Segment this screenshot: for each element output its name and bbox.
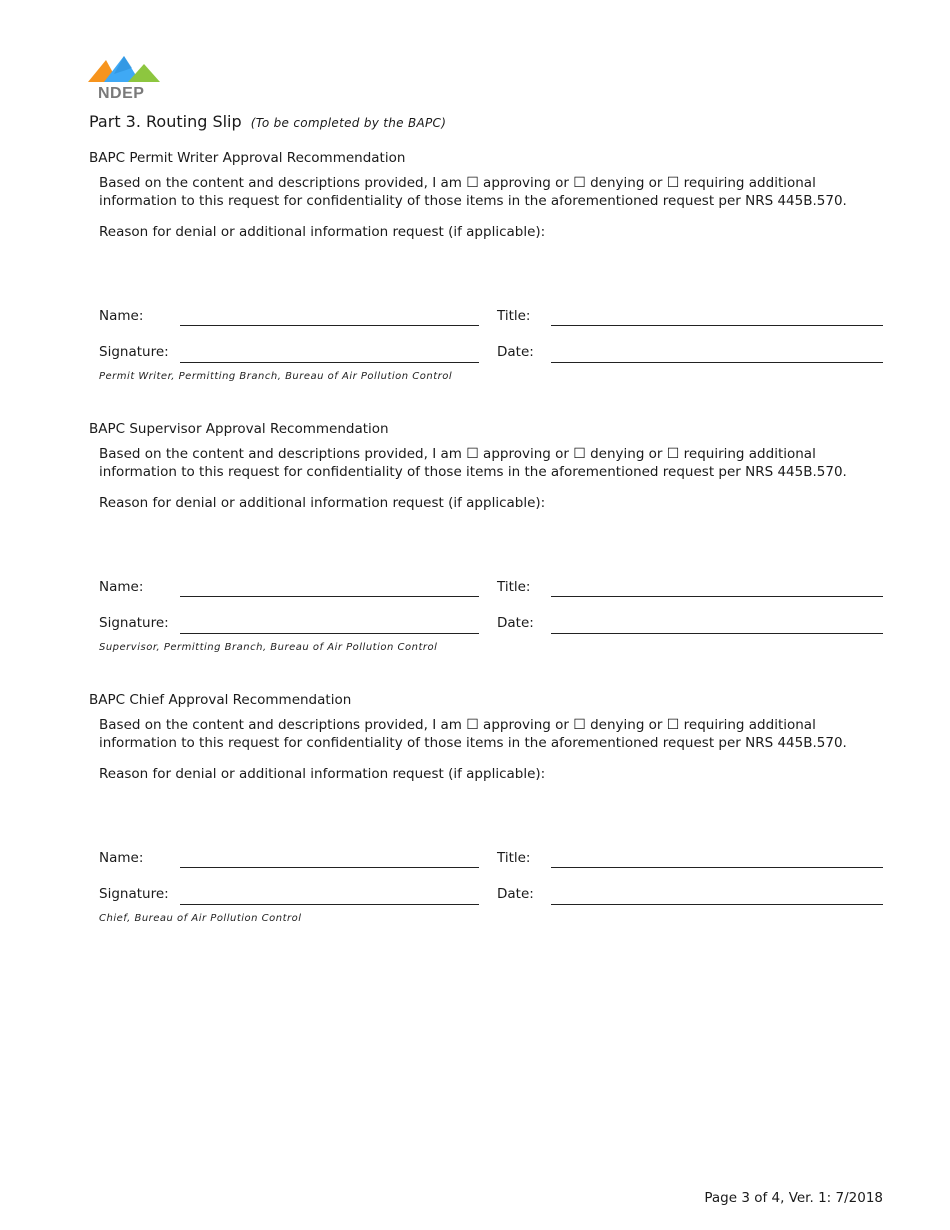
title-label: Title: (497, 579, 531, 595)
section-permit-writer (89, 150, 889, 390)
signer-caption: Chief, Bureau of Air Pollution Control (99, 913, 302, 924)
approval-statement (99, 174, 889, 210)
logo-text: NDEP (98, 85, 145, 102)
date-field[interactable] (551, 362, 883, 363)
name-field[interactable] (180, 325, 479, 326)
ndep-logo (88, 54, 162, 102)
requiring-info-label: requiring additional information to this request for confidentiality of those items in the aforementioned request per NRS 445B.570. (99, 717, 847, 751)
approving-checkbox[interactable]: ☐ (466, 175, 479, 191)
approval-statement (99, 716, 889, 752)
signature-field[interactable] (180, 904, 479, 905)
date-field[interactable] (551, 633, 883, 634)
title-field[interactable] (551, 325, 883, 326)
name-field[interactable] (180, 867, 479, 868)
title-field[interactable] (551, 867, 883, 868)
requiring-info-label: requiring additional information to this request for confidentiality of those items in the aforementioned request per NRS 445B.570. (99, 175, 847, 209)
statement-intro: Based on the content and descriptions provided, I am (99, 446, 467, 462)
denying-checkbox[interactable]: ☐ (573, 717, 586, 733)
reason-label: Reason for denial or additional information request (if applicable): (99, 766, 546, 782)
denying-label: denying or (585, 717, 667, 733)
reason-label: Reason for denial or additional information request (if applicable): (99, 224, 546, 240)
approving-checkbox[interactable]: ☐ (466, 446, 479, 462)
approving-checkbox[interactable]: ☐ (466, 717, 479, 733)
mountains-icon (88, 54, 162, 84)
section-heading: BAPC Chief Approval Recommendation (89, 692, 352, 708)
signature-field[interactable] (180, 633, 479, 634)
reason-label: Reason for denial or additional information request (if applicable): (99, 495, 546, 511)
denying-label: denying or (585, 175, 667, 191)
section-heading: BAPC Supervisor Approval Recommendation (89, 421, 389, 437)
signature-label: Signature: (99, 886, 169, 902)
signer-caption: Supervisor, Permitting Branch, Bureau of Air Pollution Control (99, 642, 438, 653)
approving-label: approving or (478, 175, 574, 191)
section-supervisor (89, 421, 889, 661)
date-label: Date: (497, 615, 534, 631)
signature-label: Signature: (99, 344, 169, 360)
page-footer: Page 3 of 4, Ver. 1: 7/2018 (704, 1190, 883, 1206)
name-label: Name: (99, 850, 144, 866)
title-field[interactable] (551, 596, 883, 597)
section-heading: BAPC Permit Writer Approval Recommendation (89, 150, 406, 166)
statement-intro: Based on the content and descriptions provided, I am (99, 175, 467, 191)
signature-field[interactable] (180, 362, 479, 363)
date-label: Date: (497, 344, 534, 360)
requiring-info-checkbox[interactable]: ☐ (666, 446, 680, 462)
approving-label: approving or (478, 446, 574, 462)
section-chief (89, 692, 889, 932)
name-label: Name: (99, 579, 144, 595)
name-field[interactable] (180, 596, 479, 597)
requiring-info-label: requiring additional information to this request for confidentiality of those items in the aforementioned request per NRS 445B.570. (99, 446, 847, 480)
date-label: Date: (497, 886, 534, 902)
signature-label: Signature: (99, 615, 169, 631)
statement-intro: Based on the content and descriptions provided, I am (99, 717, 467, 733)
requiring-info-checkbox[interactable]: ☐ (666, 175, 680, 191)
title-label: Title: (497, 308, 531, 324)
denying-label: denying or (585, 446, 667, 462)
signer-caption: Permit Writer, Permitting Branch, Bureau of Air Pollution Control (99, 371, 453, 382)
date-field[interactable] (551, 904, 883, 905)
approval-statement (99, 445, 889, 481)
part-title-text: Part 3. Routing Slip (89, 112, 242, 131)
denying-checkbox[interactable]: ☐ (573, 446, 586, 462)
denying-checkbox[interactable]: ☐ (573, 175, 586, 191)
requiring-info-checkbox[interactable]: ☐ (666, 717, 680, 733)
title-label: Title: (497, 850, 531, 866)
part-subtitle: (To be completed by the BAPC) (250, 116, 447, 130)
approving-label: approving or (478, 717, 574, 733)
name-label: Name: (99, 308, 144, 324)
page-title (89, 112, 446, 131)
